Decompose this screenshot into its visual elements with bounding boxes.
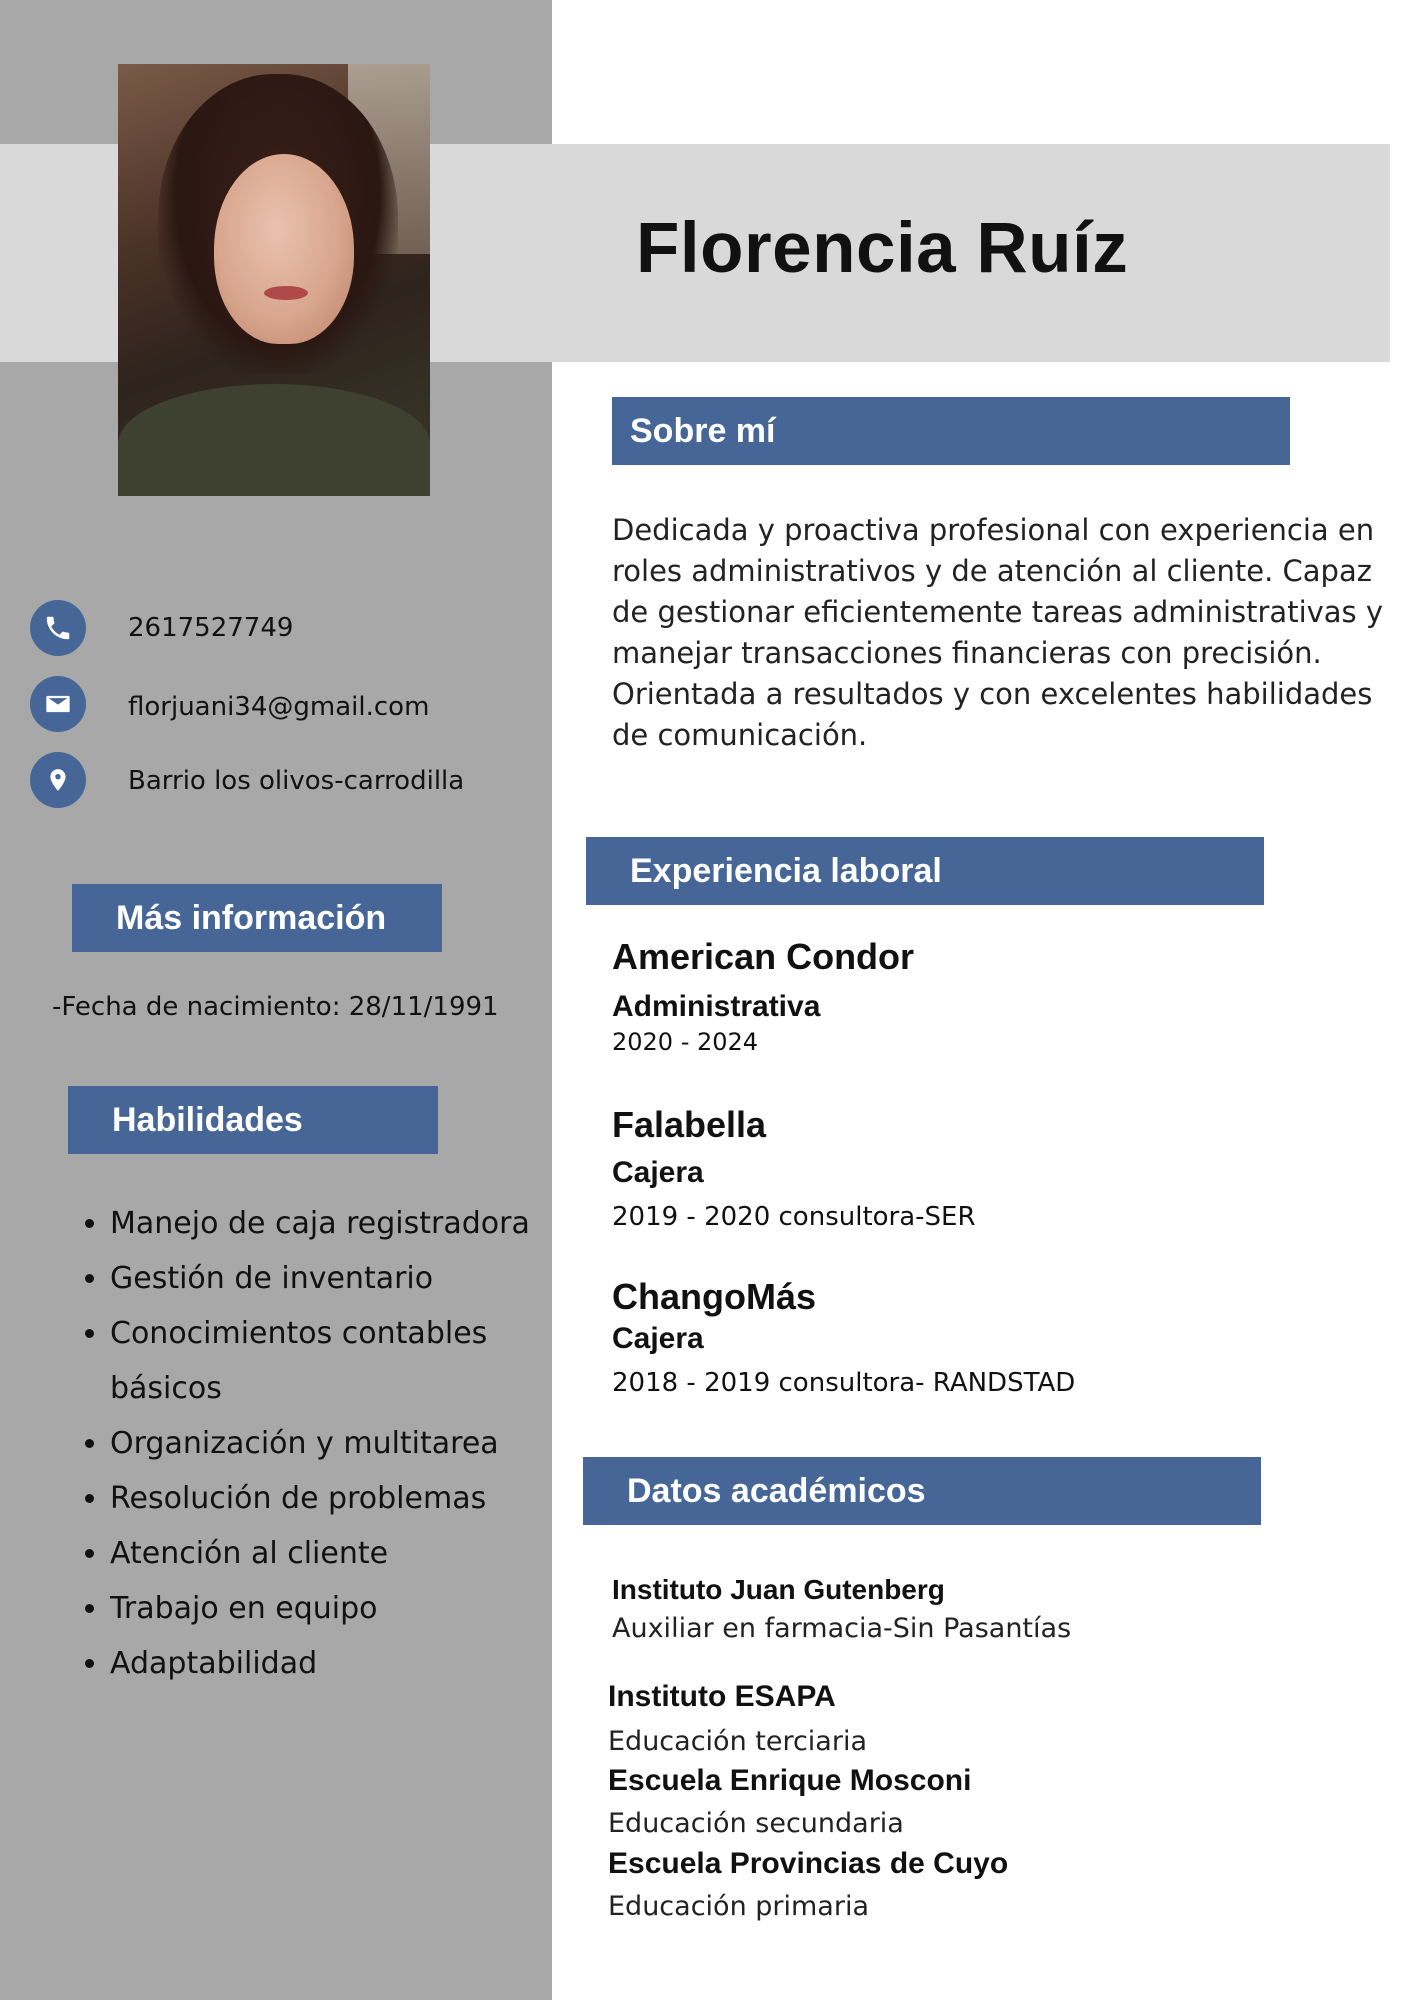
education-detail: Educación terciaria bbox=[608, 1726, 868, 1757]
profile-photo bbox=[118, 64, 430, 496]
job-company: ChangoMás bbox=[612, 1276, 817, 1317]
email-address: florjuani34@gmail.com bbox=[128, 692, 430, 722]
skill-item: • Gestión de inventario bbox=[110, 1251, 580, 1306]
location-pin-icon bbox=[30, 752, 86, 808]
photo-lips bbox=[264, 286, 308, 300]
education-institution: Instituto ESAPA bbox=[608, 1680, 836, 1713]
skill-item: • Atención al cliente bbox=[110, 1526, 580, 1581]
experience-header: Experiencia laboral bbox=[586, 837, 1264, 905]
about-text: Dedicada y proactiva profesional con experiencia en roles administrativos y de atención al cliente. Capaz de gestionar eficientemente tareas administrativas y manejar transacciones financieras con precisión. Orientada a resultados y con excelentes habilidades de comunicación. bbox=[612, 513, 1384, 752]
education-institution: Instituto Juan Gutenberg bbox=[612, 1574, 945, 1605]
skill-item: • Organización y multitarea bbox=[110, 1416, 580, 1471]
about-header: Sobre mí bbox=[612, 397, 1290, 465]
job-role: Administrativa bbox=[612, 990, 821, 1023]
skill-item: • Adaptabilidad bbox=[110, 1636, 580, 1691]
birth-date: -Fecha de nacimiento: 28/11/1991 bbox=[52, 992, 499, 1022]
more-info-header: Más información bbox=[72, 884, 442, 952]
email-icon bbox=[30, 676, 86, 732]
address: Barrio los olivos-carrodilla bbox=[128, 766, 465, 796]
education-detail: Educación primaria bbox=[608, 1891, 869, 1922]
phone-icon bbox=[30, 600, 86, 656]
job-company: Falabella bbox=[612, 1104, 767, 1145]
skills-header: Habilidades bbox=[68, 1086, 438, 1154]
full-name: Florencia Ruíz bbox=[636, 209, 1129, 288]
education-header: Datos académicos bbox=[583, 1457, 1261, 1525]
photo-face bbox=[214, 154, 354, 344]
skill-item: • Manejo de caja registradora bbox=[110, 1196, 580, 1251]
job-date: 2019 - 2020 consultora-SER bbox=[612, 1202, 976, 1232]
skill-item: • Resolución de problemas bbox=[110, 1471, 580, 1526]
education-detail: Auxiliar en farmacia-Sin Pasantías bbox=[612, 1613, 1072, 1644]
job-company: American Condor bbox=[612, 936, 915, 977]
job-date: 2020 - 2024 bbox=[612, 1028, 759, 1056]
education-detail: Educación secundaria bbox=[608, 1808, 904, 1839]
skill-item: • Trabajo en equipo bbox=[110, 1581, 580, 1636]
job-date: 2018 - 2019 consultora- RANDSTAD bbox=[612, 1368, 1076, 1398]
skill-item: • Conocimientos contables básicos bbox=[110, 1306, 580, 1416]
skills-list bbox=[70, 1196, 580, 1691]
photo-shirt bbox=[118, 384, 430, 496]
job-role: Cajera bbox=[612, 1322, 704, 1355]
phone-number: 2617527749 bbox=[128, 613, 294, 643]
education-institution: Escuela Provincias de Cuyo bbox=[608, 1847, 1009, 1880]
education-institution: Escuela Enrique Mosconi bbox=[608, 1764, 972, 1797]
job-role: Cajera bbox=[612, 1156, 704, 1189]
